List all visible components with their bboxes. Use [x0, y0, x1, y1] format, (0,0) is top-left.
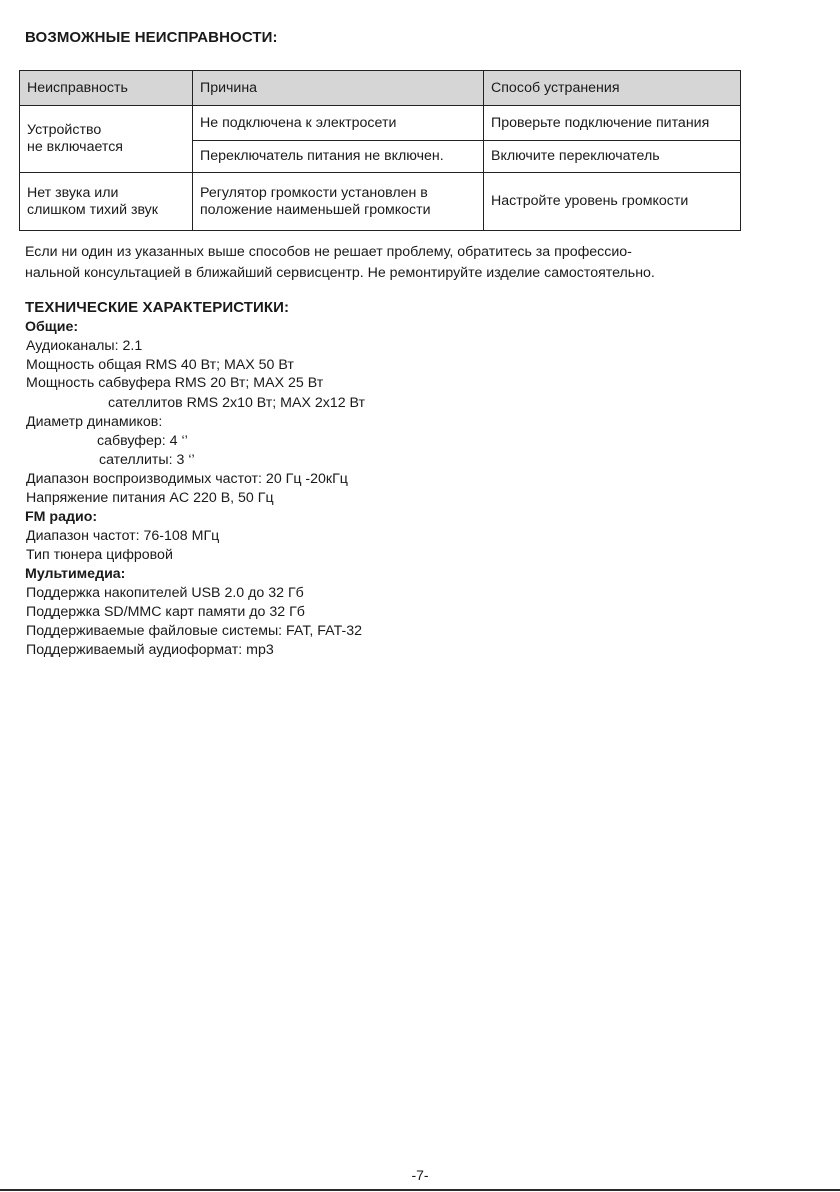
- problem-text: не включается: [27, 139, 123, 155]
- column-header-cause: Причина: [193, 71, 484, 106]
- cause-text: положение наименьшей громкости: [200, 201, 431, 218]
- spec-line: Напряжение питания AC 220 В, 50 Гц: [26, 490, 274, 506]
- spec-line: Поддержка SD/MMC карт памяти до 32 Гб: [26, 604, 305, 620]
- solution-cell: Настройте уровень громкости: [484, 173, 741, 231]
- spec-line: Диапазон частот: 76-108 МГц: [26, 528, 220, 544]
- troubleshooting-table: [19, 70, 741, 231]
- troubleshooting-heading: ВОЗМОЖНЫЕ НЕИСПРАВНОСТИ:: [25, 29, 278, 46]
- section-title-multimedia: Мультимедиа:: [25, 566, 126, 582]
- cause-cell: [193, 173, 484, 231]
- problem-cell: [20, 173, 193, 231]
- solution-cell: Включите переключатель: [484, 141, 741, 173]
- spec-line: Диапазон воспроизводимых частот: 20 Гц -20кГц: [26, 471, 348, 487]
- section-title-fm: FM радио:: [25, 509, 98, 525]
- table-row: [20, 173, 741, 231]
- specs-heading: ТЕХНИЧЕСКИЕ ХАРАКТЕРИСТИКИ:: [25, 299, 290, 316]
- bottom-divider: [0, 1189, 840, 1191]
- note-line: Если ни один из указанных выше способов не решает проблему, обратитесь за профессио-: [25, 244, 632, 260]
- spec-line: Мощность общая RMS 40 Вт; MAX 50 Вт: [26, 356, 294, 373]
- spec-line: Диаметр динамиков:: [26, 414, 163, 430]
- column-header-solution: Способ устранения: [484, 71, 741, 106]
- spec-line: сателлиты: 3 ‘’: [99, 452, 195, 468]
- table-header-row: [20, 71, 741, 106]
- cause-cell: Переключатель питания не включен.: [193, 141, 484, 173]
- solution-cell: Проверьте подключение питания: [484, 106, 741, 141]
- note-line: нальной консультацией в ближайший сервисцентр. Не ремонтируйте изделие самостоятельно.: [25, 265, 655, 281]
- spec-line: Аудиоканалы: 2.1: [26, 338, 143, 354]
- problem-cell: [20, 106, 193, 173]
- cause-cell: Не подключена к электросети: [193, 106, 484, 141]
- column-header-problem: Неисправность: [20, 71, 193, 106]
- problem-text: слишком тихий звук: [27, 201, 158, 218]
- page-number: -7-: [411, 1167, 429, 1183]
- spec-line: Поддерживаемые файловые системы: FAT, FAT-32: [26, 623, 362, 639]
- service-note: [25, 242, 745, 284]
- section-title-general: Общие:: [25, 319, 79, 335]
- spec-line: сателлитов RMS 2x10 Вт; MAX 2x12 Вт: [108, 395, 366, 411]
- problem-text: Нет звука или: [27, 184, 119, 201]
- spec-line: Поддержка накопителей USB 2.0 до 32 Гб: [26, 585, 304, 601]
- table-row: [20, 106, 741, 141]
- spec-line: Мощность сабвуфера RMS 20 Вт; MAX 25 Вт: [26, 375, 324, 391]
- cause-text: Регулятор громкости установлен в: [200, 184, 428, 201]
- spec-line: Поддерживаемый аудиоформат: mp3: [26, 642, 274, 658]
- spec-line: Тип тюнера цифровой: [26, 547, 173, 563]
- problem-text: Устройство: [27, 122, 102, 138]
- spec-line: сабвуфер: 4 ‘’: [97, 433, 188, 449]
